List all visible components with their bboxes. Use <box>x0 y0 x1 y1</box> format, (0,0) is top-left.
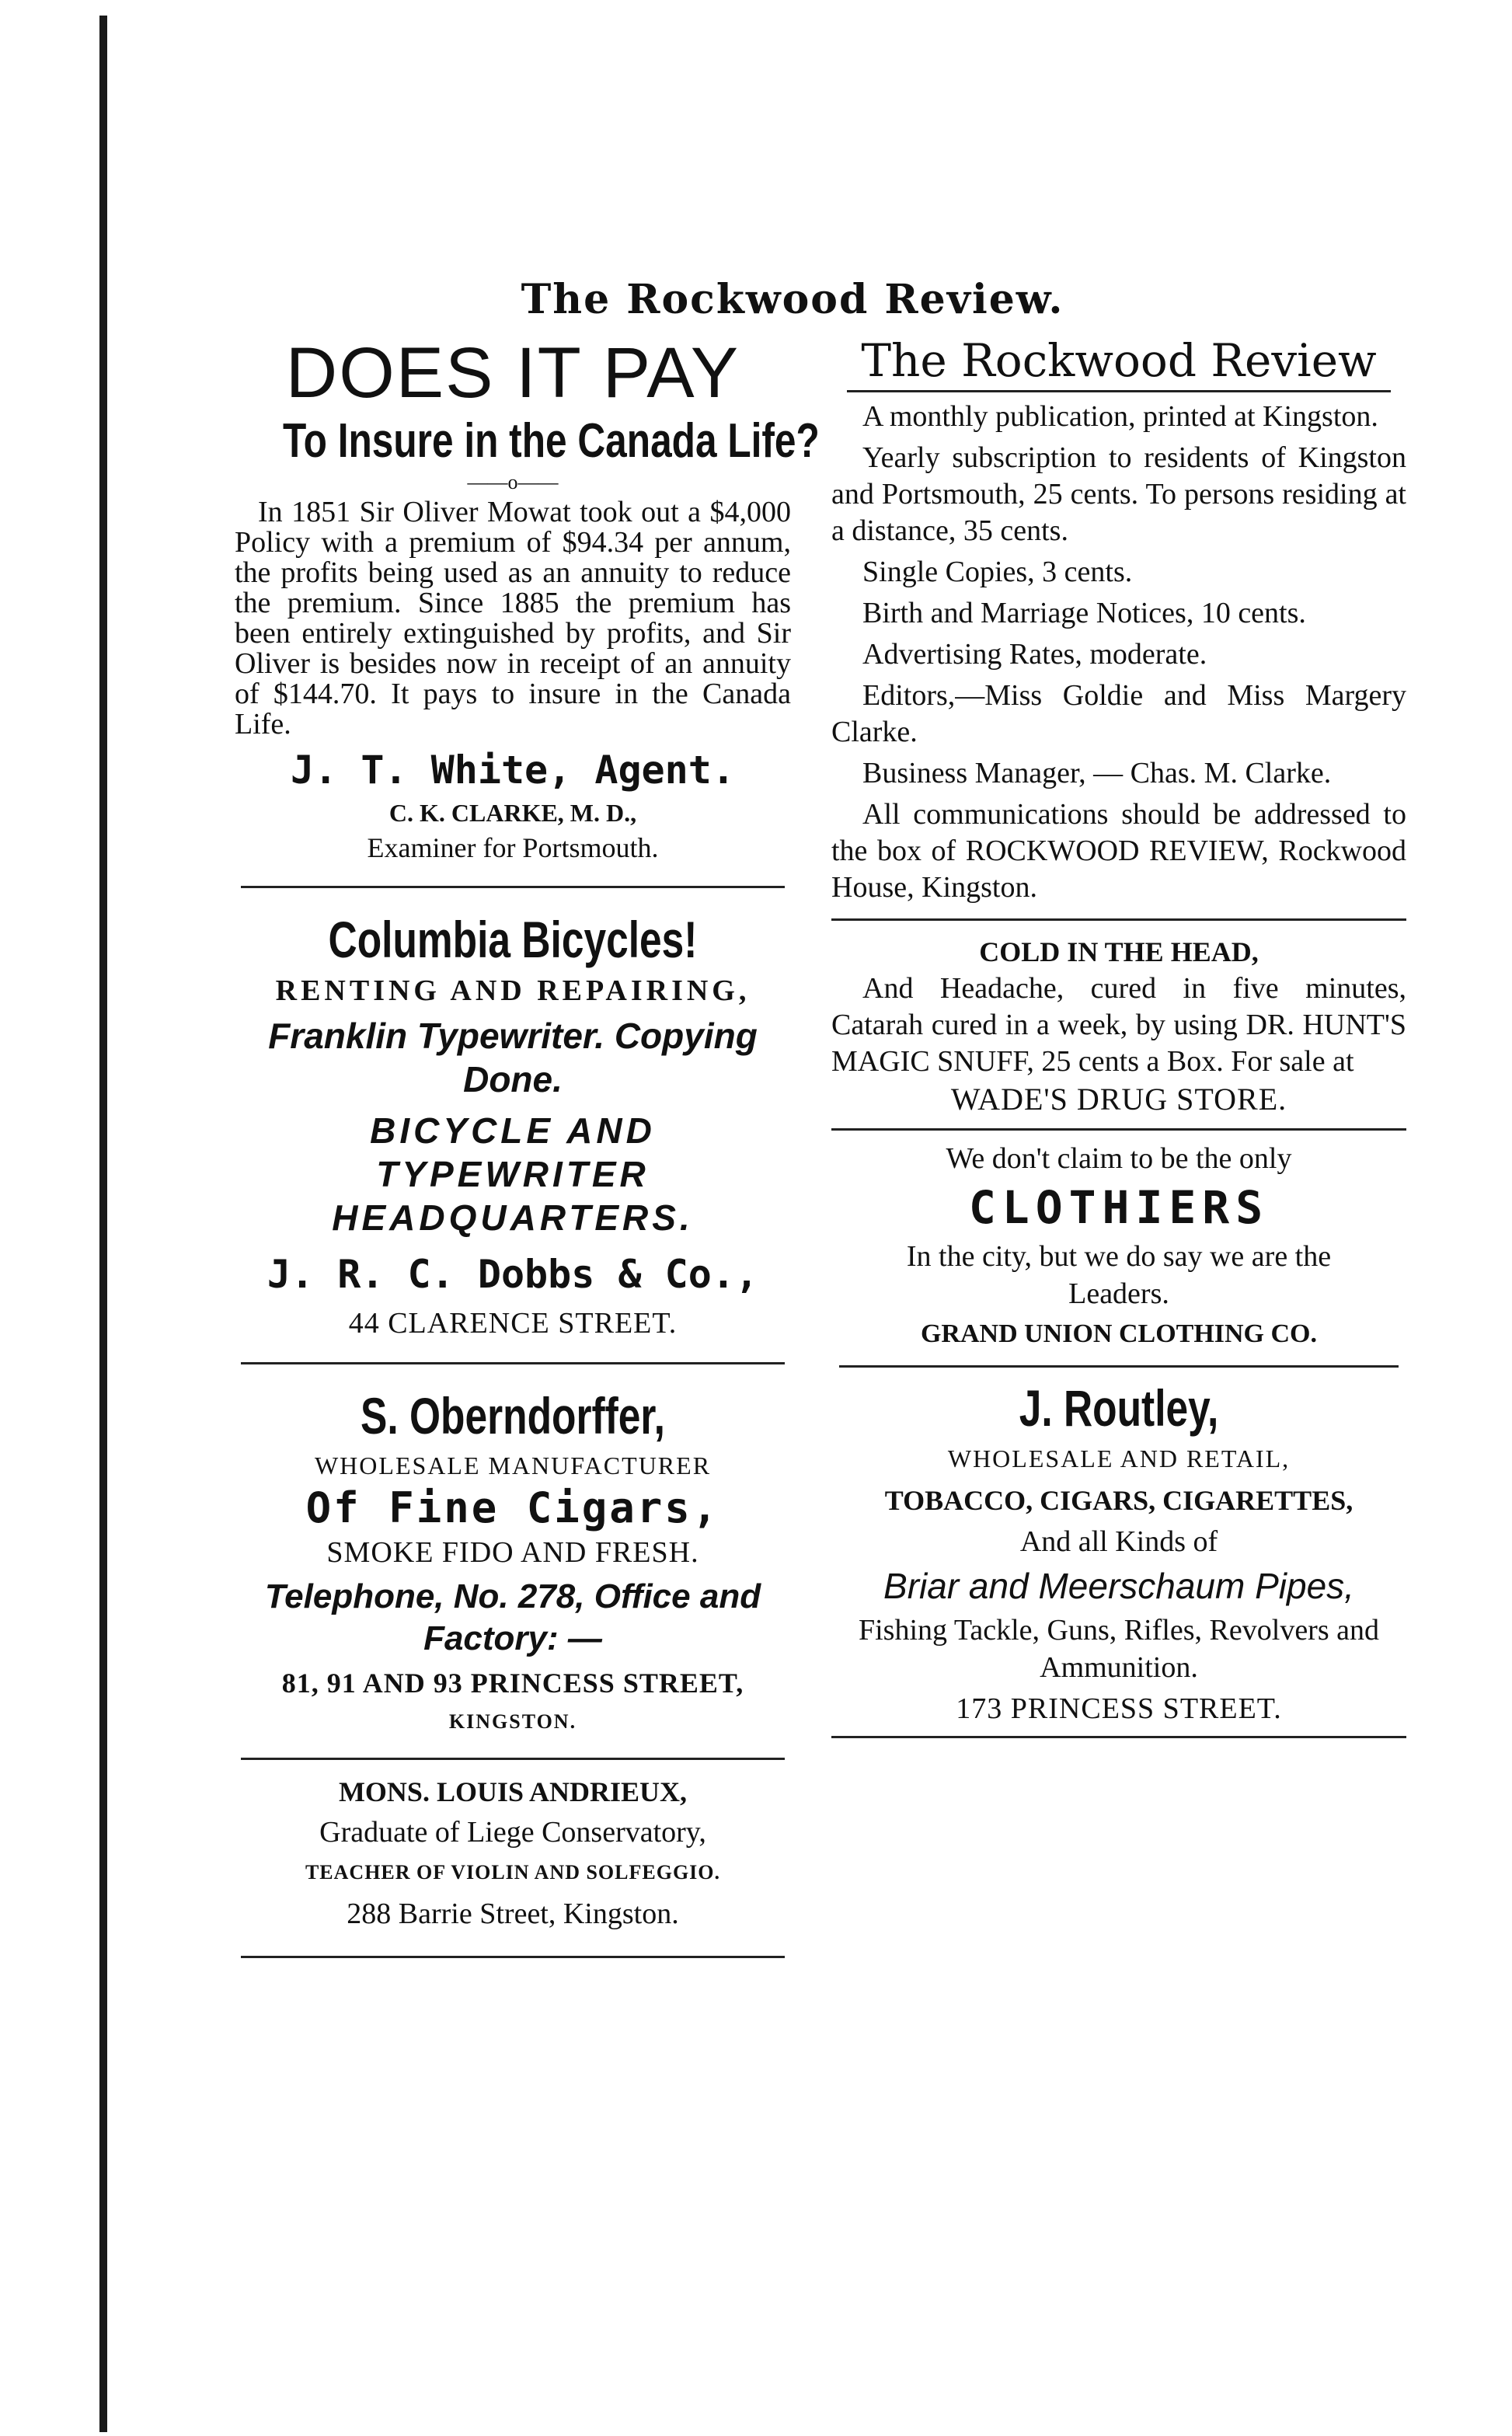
info-para: Single Copies, 3 cents. <box>862 556 1133 588</box>
ad-title: J. Routley, <box>1019 1379 1219 1437</box>
running-header: The Rockwood Review. <box>521 276 1064 323</box>
masthead-title: The Rockwood Review <box>861 334 1377 387</box>
ad-line: Franklin Typewriter. Copying Done. <box>268 1016 758 1100</box>
ad-line: And all Kinds of <box>1019 1525 1218 1558</box>
ornament-divider: ——o—— <box>467 471 559 493</box>
store-name: WADE'S DRUG STORE. <box>950 1082 1287 1117</box>
ad-title: Columbia Bicycles! <box>328 911 698 968</box>
ad-line: Briar and Meerschaum Pipes, <box>883 1566 1354 1606</box>
cold-in-head-ad <box>831 933 1406 1119</box>
ad-line: RENTING AND REPAIRING, <box>275 974 751 1007</box>
page-edge-rule <box>99 16 107 2432</box>
ad-line: 288 Barrie Street, Kingston. <box>347 1898 679 1930</box>
info-para: Birth and Marriage Notices, 10 cents. <box>862 597 1306 629</box>
address: 173 PRINCESS STREET. <box>956 1692 1282 1725</box>
ad-line: Graduate of Liege Conservatory, <box>319 1816 706 1849</box>
divider-rule <box>831 1736 1406 1738</box>
canada-life-ad <box>225 333 820 866</box>
divider-rule <box>241 886 785 888</box>
ad-title: S. Oberndorffer, <box>361 1387 665 1445</box>
oberndorffer-ad <box>225 1385 800 1737</box>
andrieux-ad <box>225 1772 800 1936</box>
divider-rule <box>241 1362 785 1364</box>
info-para: All communications should be addressed to the box of ROCKWOOD REVIEW, Rockwood House, Kingston. <box>831 798 1406 904</box>
right-column <box>831 334 1406 1743</box>
ad-line: SMOKE FIDO AND FRESH. <box>326 1536 699 1569</box>
ad-body: In 1851 Sir Oliver Mowat took out a $4,000 Policy with a premium of $94.34 per annum, the profits being used as an annuity to reduce the premium. Since 1885 the premium has been entirely extinguished by profits, and Sir Oliver is besides now in receipt of an annuity of $144.70. It pays to insure in the Canada Life. <box>235 496 791 741</box>
divider-rule <box>839 1365 1399 1368</box>
info-para: Yearly subscription to residents of Kingston and Portsmouth, 25 cents. To persons residing at a distance, 35 cents. <box>831 441 1406 547</box>
columbia-bicycles-ad <box>225 908 800 1342</box>
firm-name: GRAND UNION CLOTHING CO. <box>920 1319 1318 1348</box>
examiner-role: Examiner for Portsmouth. <box>367 832 659 863</box>
agent-name: J. T. White, Agent. <box>291 748 735 793</box>
ad-title: COLD IN THE HEAD, <box>979 936 1259 967</box>
ad-line: TEACHER OF VIOLIN AND SOLFEGGIO. <box>305 1861 721 1884</box>
masthead-block <box>831 331 1406 906</box>
info-para: Advertising Rates, moderate. <box>862 638 1207 671</box>
routley-ad <box>831 1377 1406 1731</box>
divider-rule <box>241 1956 785 1958</box>
examiner-name: C. K. CLARKE, M. D., <box>388 799 637 827</box>
masthead-rule <box>847 390 1391 392</box>
divider-rule <box>831 918 1406 921</box>
ad-subhead: To Insure in the Canada Life? <box>283 414 820 468</box>
info-para: Editors,—Miss Goldie and Miss Margery Clarke. <box>831 679 1406 748</box>
ad-line: KINGSTON. <box>448 1710 577 1733</box>
ad-line: Fishing Tackle, Guns, Rifles, Revolvers and Ammunition. <box>858 1614 1379 1684</box>
ad-big-word: CLOTHIERS <box>968 1181 1270 1234</box>
ad-line: We don't claim to be the only <box>946 1142 1292 1175</box>
address: 44 CLARENCE STREET. <box>348 1307 678 1340</box>
info-para: Business Manager, — Chas. M. Clarke. <box>862 757 1332 789</box>
left-column <box>225 333 820 1978</box>
ad-line: WHOLESALE MANUFACTURER <box>314 1451 712 1479</box>
firm-name: J. R. C. Dobbs & Co., <box>267 1252 759 1297</box>
ad-line: BICYCLE AND TYPEWRITER HEADQUARTERS. <box>332 1110 694 1238</box>
ad-line: 81, 91 AND 93 PRINCESS STREET, <box>281 1668 744 1699</box>
ad-line: In the city, but we do say we are the Leaders. <box>906 1240 1332 1310</box>
ad-line: Of Fine Cigars, <box>305 1483 720 1532</box>
divider-rule <box>241 1758 785 1760</box>
ad-headline: DOES IT PAY <box>285 333 740 413</box>
ad-title: MONS. LOUIS ANDRIEUX, <box>338 1776 688 1807</box>
ad-line: WHOLESALE AND RETAIL, <box>947 1445 1291 1472</box>
ad-body: And Headache, cured in five minutes, Catarah cured in a week, by using DR. HUNT'S MAGIC SNUFF, 25 cents a Box. For sale at <box>831 972 1406 1078</box>
ad-line: TOBACCO, CIGARS, CIGARETTES, <box>884 1485 1353 1516</box>
divider-rule <box>831 1128 1406 1131</box>
clothiers-ad <box>831 1140 1406 1356</box>
ad-line: Telephone, No. 278, Office and Factory: — <box>264 1577 761 1657</box>
info-para: A monthly publication, printed at Kingston. <box>862 400 1378 433</box>
